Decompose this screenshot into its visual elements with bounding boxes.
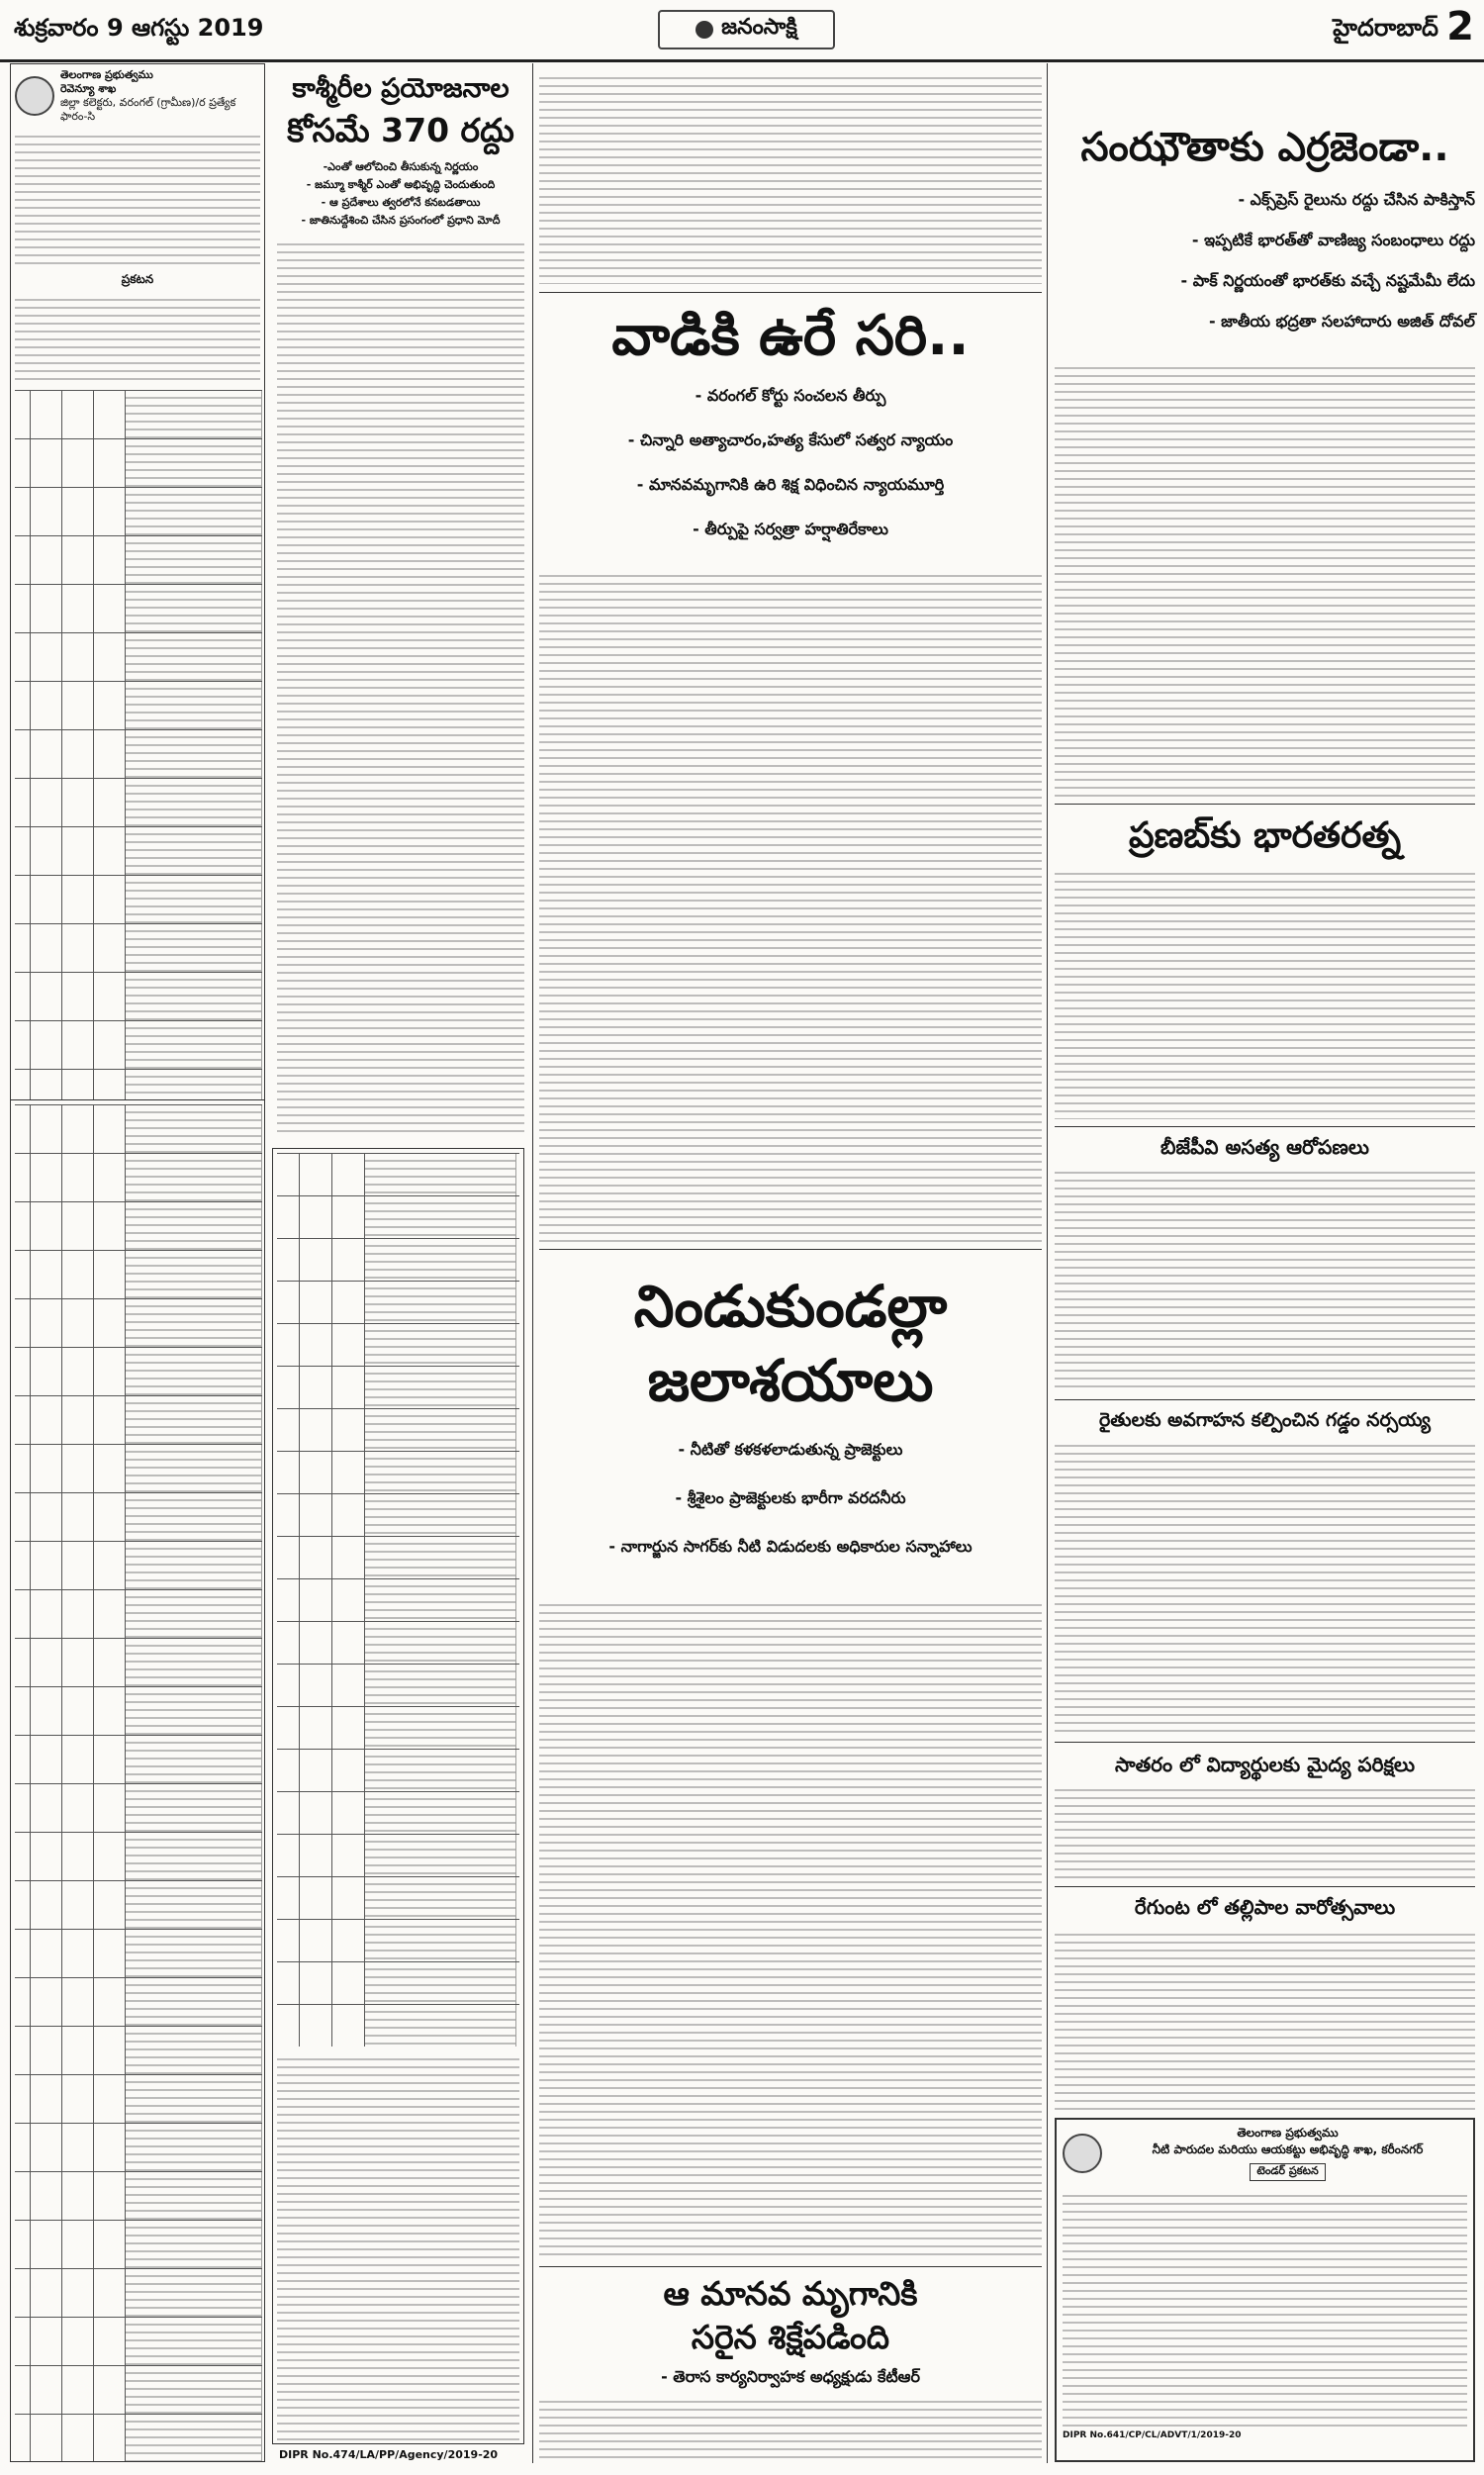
notice-office: జిల్లా కలెక్టరు, వరంగల్ (గ్రామీణ)/ర ప్రత్యేక bbox=[60, 96, 236, 109]
dipr-number: DIPR No.474/LA/PP/Agency/2019-20 bbox=[279, 2448, 499, 2461]
warangal-subpoints bbox=[539, 386, 1042, 542]
table-row bbox=[15, 1492, 262, 1541]
notice-proc: ప్రకటన bbox=[121, 272, 154, 286]
ad-footer: DIPR No.641/CP/CL/ADVT/1/2019-20 bbox=[1063, 2430, 1242, 2440]
notice-form: ఫారం-సి bbox=[60, 110, 96, 123]
table-row bbox=[15, 826, 262, 875]
reservoir-headline-1: నిండుకుండల్లా bbox=[633, 1273, 948, 1340]
samjhauta-article-body bbox=[1055, 361, 1475, 797]
ad-body-text bbox=[1063, 2189, 1467, 2427]
farmers-article-body bbox=[1055, 1439, 1475, 1736]
samjhauta-headline: సంఝౌతాకు ఎర్రజెండా.. bbox=[1080, 125, 1449, 170]
table-row bbox=[15, 1638, 262, 1686]
table-row bbox=[277, 1749, 519, 1791]
table-row bbox=[15, 1541, 262, 1589]
kashmir-point: - ఆ ప్రదేశాలు త్వరలోనే కనబడతాయి bbox=[321, 196, 481, 209]
warangal-point: - వరంగల్ కోర్టు సంచలన తీర్పు bbox=[695, 386, 886, 405]
kashmir-article-body bbox=[277, 238, 524, 1138]
ktr-point: - తెరాస కార్యనిర్వాహక అధ్యక్షుడు కేటీఆర్ bbox=[661, 2367, 920, 2386]
table-row bbox=[15, 1977, 262, 2026]
column-rule bbox=[1047, 63, 1048, 2463]
government-notice bbox=[10, 63, 265, 1100]
logo-eye-icon bbox=[696, 21, 713, 39]
kashmir-point: -ఎంతో ఆలోచించి తీసుకున్న నిర్ణయం bbox=[323, 160, 479, 173]
table-row bbox=[15, 1395, 262, 1444]
kashmir-headline-2: కోసమే 370 రద్దు bbox=[287, 111, 514, 149]
table-row bbox=[277, 1919, 519, 1961]
table-row bbox=[15, 390, 262, 438]
kashmir-article-continued bbox=[539, 71, 1042, 284]
column-rule bbox=[532, 63, 533, 2463]
reservoir-point: - శ్రీశైలం ప్రాజెక్టులకు భారీగా వరదనీరు bbox=[675, 1488, 906, 1507]
samjhauta-point: - జాతీయ భద్రతా సలహాదారు అజిత్ దోవల్ bbox=[1208, 312, 1475, 331]
edition-city: హైదరాబాద్ bbox=[1333, 14, 1438, 42]
table-row bbox=[15, 1250, 262, 1298]
table-row bbox=[15, 1832, 262, 1880]
table-row bbox=[277, 1366, 519, 1408]
table-row bbox=[15, 1201, 262, 1250]
table-row bbox=[277, 1621, 519, 1664]
tender-advertisement bbox=[1055, 2118, 1475, 2462]
table-row bbox=[15, 778, 262, 826]
kashmir-subpoints bbox=[277, 158, 524, 230]
notice-dept: రెవెన్యూ శాఖ bbox=[60, 82, 117, 95]
telangana-emblem-icon bbox=[15, 76, 54, 116]
notice-footer-text bbox=[277, 2052, 519, 2444]
reservoir-headline-2: జలాశయాలు bbox=[647, 1347, 934, 1414]
section-divider bbox=[539, 2266, 1042, 2267]
table-row bbox=[15, 1929, 262, 1977]
table-row bbox=[15, 681, 262, 729]
warangal-article-body bbox=[539, 569, 1042, 1242]
table-row bbox=[15, 487, 262, 535]
table-row bbox=[15, 1783, 262, 1832]
newspaper-logo bbox=[658, 10, 835, 49]
table-row bbox=[15, 875, 262, 923]
samjhauta-point: - పాక్ నిర్ణయంతో భారత్‌కు వచ్చే నష్టమేమీ లేదు bbox=[1180, 271, 1475, 290]
regunta-headline: రేగుంట లో తల్లిపాల వారోత్సవాలు bbox=[1134, 1895, 1396, 1919]
section-divider bbox=[1055, 804, 1475, 805]
section-divider bbox=[1055, 1742, 1475, 1743]
table-row bbox=[277, 1451, 519, 1493]
table-row bbox=[277, 1408, 519, 1451]
table-row bbox=[15, 2268, 262, 2317]
table-row bbox=[277, 1834, 519, 1876]
samjhauta-point: - ఎక్స్‌ప్రెస్ రైలును రద్దు చేసిన పాకిస్తాన్ bbox=[1238, 190, 1475, 209]
table-row bbox=[277, 1493, 519, 1536]
table-row bbox=[277, 1791, 519, 1834]
table-row bbox=[15, 972, 262, 1020]
students-article-body bbox=[1055, 1783, 1475, 1882]
ad-title: నీటి పారుదల మరియు ఆయకట్టు అభివృద్ధి శాఖ, కరీంనగర్ bbox=[1152, 2142, 1424, 2156]
table-row bbox=[15, 729, 262, 778]
section-divider bbox=[1055, 1126, 1475, 1127]
notice-body-text bbox=[15, 130, 260, 268]
table-row bbox=[15, 584, 262, 632]
table-row bbox=[15, 2026, 262, 2074]
pranab-article-body bbox=[1055, 867, 1475, 1119]
ktr-headline-1: ఆ మానవ మృగానికి bbox=[663, 2274, 918, 2313]
telangana-emblem-icon bbox=[1063, 2134, 1102, 2173]
table-row bbox=[15, 1589, 262, 1638]
reservoir-article-body bbox=[539, 1598, 1042, 2256]
farmers-headline: రైతులకు అవగాహన కల్పించిన గడ్డం నర్సయ్య bbox=[1098, 1409, 1432, 1431]
issue-date: శుక్రవారం 9 ఆగస్టు 2019 bbox=[14, 14, 264, 42]
government-notice-table-part2 bbox=[272, 1148, 524, 2444]
table-row bbox=[277, 1664, 519, 1706]
table-row bbox=[15, 1153, 262, 1201]
table-row bbox=[15, 1298, 262, 1347]
pranab-headline: ప్రణబ్‌కు భారతరత్న bbox=[1128, 815, 1402, 856]
section-divider bbox=[539, 292, 1042, 293]
table-row bbox=[15, 438, 262, 487]
ktr-article-body bbox=[539, 2395, 1042, 2462]
table-row bbox=[277, 1578, 519, 1621]
table-row bbox=[15, 632, 262, 681]
table-row bbox=[15, 2123, 262, 2171]
table-row bbox=[277, 1195, 519, 1238]
table-row bbox=[15, 1069, 262, 1100]
ad-tag: టెండర్ ప్రకటన bbox=[1250, 2163, 1325, 2181]
ad-header: తెలంగాణ ప్రభుత్వము bbox=[1237, 2126, 1339, 2140]
table-row bbox=[15, 2317, 262, 2365]
reservoir-subpoints bbox=[539, 1440, 1042, 1560]
section-divider bbox=[539, 1249, 1042, 1250]
notice-header: తెలంగాణ ప్రభుత్వము bbox=[60, 68, 153, 81]
table-row bbox=[15, 1686, 262, 1735]
table-row bbox=[277, 1153, 519, 1195]
reservoir-point: - నాగార్జున సాగర్‌కు నీటి విడుదలకు అధికారుల సన్నాహాలు bbox=[608, 1537, 973, 1556]
table-row bbox=[277, 1323, 519, 1366]
table-row bbox=[15, 2074, 262, 2123]
table-row bbox=[15, 1880, 262, 1929]
table-row bbox=[15, 1347, 262, 1395]
table-row bbox=[15, 923, 262, 972]
kashmir-point: - జాతినుద్దేశించి చేసిన ప్రసంగంలో ప్రధాని మోదీ bbox=[301, 214, 501, 227]
table-row bbox=[15, 2414, 262, 2462]
reservoir-point: - నీటితో కళకళలాడుతున్న ప్రాజెక్టులు bbox=[678, 1440, 903, 1459]
samjhauta-subpoints bbox=[1055, 190, 1475, 334]
table-row bbox=[15, 535, 262, 584]
table-row bbox=[277, 2004, 519, 2047]
bjp-article-body bbox=[1055, 1166, 1475, 1393]
ktr-headline-2: సరైన శిక్షేపడింది bbox=[691, 2318, 890, 2356]
table-row bbox=[15, 2171, 262, 2220]
table-row bbox=[15, 2220, 262, 2268]
bjp-headline: బీజేపీవి అసత్య ఆరోపణలు bbox=[1160, 1135, 1369, 1159]
section-divider bbox=[1055, 1886, 1475, 1887]
table-row bbox=[15, 1020, 262, 1069]
notice-description bbox=[15, 293, 260, 382]
logo-text: జనంసాక్షి bbox=[721, 15, 797, 40]
kashmir-headline-1: కాశ్మీరీల ప్రయోజనాల bbox=[292, 73, 510, 104]
warangal-point: - చిన్నారి అత్యాచారం,హత్య కేసులో సత్వర న్యాయం bbox=[627, 430, 954, 449]
warangal-headline: వాడికి ఉరే సరి.. bbox=[611, 304, 970, 368]
regunta-article-body bbox=[1055, 1928, 1475, 2111]
table-row bbox=[277, 1536, 519, 1578]
page-number: 2 bbox=[1446, 4, 1474, 49]
table-row bbox=[277, 1281, 519, 1323]
table-row bbox=[277, 1706, 519, 1749]
table-row bbox=[277, 1238, 519, 1281]
kashmir-point: - జమ్మూ కాశ్మీర్ ఎంతో అభివృద్ధి చెందుతుంది bbox=[306, 178, 496, 191]
table-row bbox=[15, 2365, 262, 2414]
warangal-point: - తీర్పుపై సర్వత్రా హర్షాతిరేకాలు bbox=[693, 520, 888, 538]
table-row bbox=[277, 1961, 519, 2004]
government-notice-table-continued bbox=[10, 1100, 265, 2462]
samjhauta-point: - ఇప్పటికే భారత్‌తో వాణిజ్య సంబంధాలు రద్దు bbox=[1191, 231, 1475, 249]
warangal-point: - మానవమృగానికి ఉరి శిక్ష విధించిన న్యాయమూర్తి bbox=[636, 475, 945, 494]
table-row bbox=[15, 1735, 262, 1783]
land-schedule-table bbox=[15, 390, 262, 1100]
students-headline: సాతరం లో విద్యార్థులకు మైద్య పరిక్షలు bbox=[1114, 1753, 1416, 1776]
table-row bbox=[15, 1444, 262, 1492]
table-row bbox=[277, 1876, 519, 1919]
section-divider bbox=[1055, 1399, 1475, 1400]
table-row bbox=[15, 1104, 262, 1153]
